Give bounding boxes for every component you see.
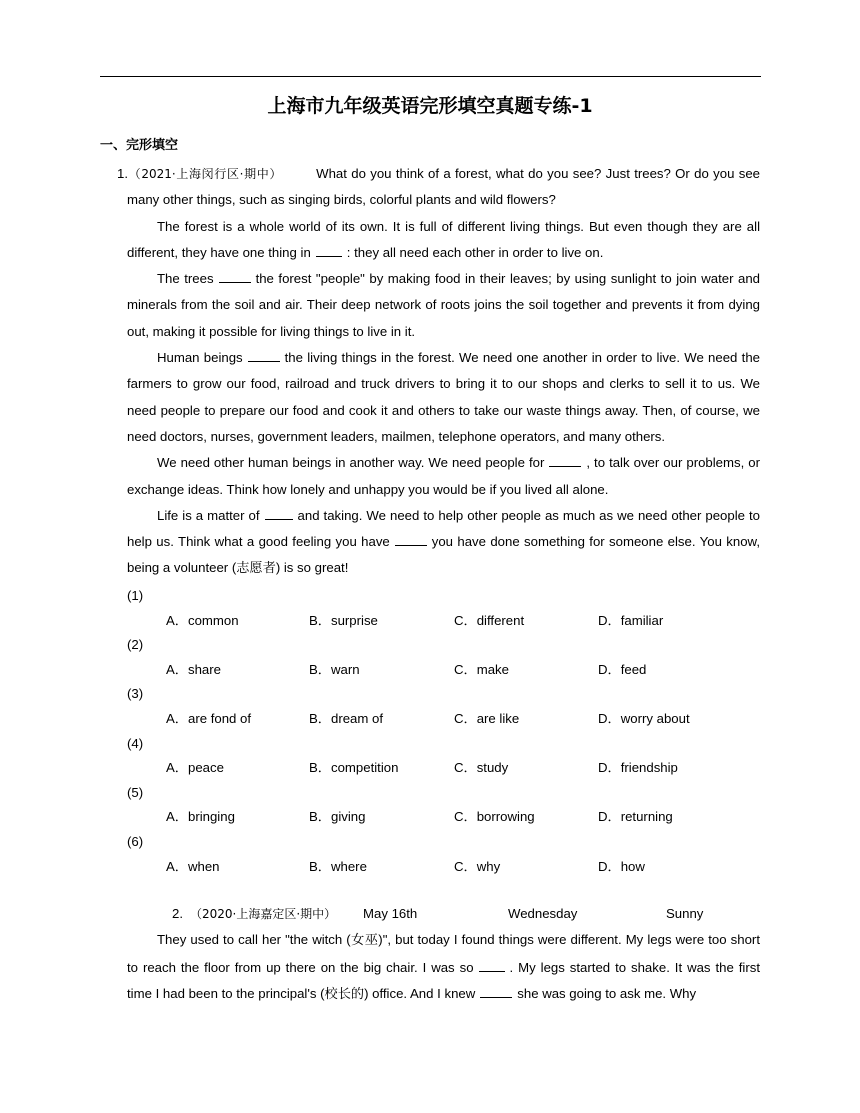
option-c[interactable]: C．make (454, 661, 509, 677)
q2-source: （2020·上海嘉定区·期中） (190, 907, 337, 921)
blank-1[interactable] (316, 243, 342, 257)
question-number: (4) (127, 735, 144, 751)
option-row (127, 609, 760, 634)
question-number: (3) (127, 686, 144, 702)
option-d[interactable]: D．feed (598, 661, 647, 677)
q1-paragraph-5: We need other human beings in another way. We need people for , to talk over our problems, or exchange ideas. Think how lonely and unhappy you would be if you lived all alone. (127, 455, 761, 497)
q2-day: Wednesday (508, 906, 578, 921)
option-c[interactable]: C．study (454, 760, 509, 776)
question-2 (127, 901, 760, 1008)
q1-number: 1. (117, 166, 128, 181)
q2-weather: Sunny (666, 906, 704, 921)
option-b[interactable]: B．warn (309, 661, 360, 677)
q2-header (127, 901, 760, 927)
option-a[interactable]: A．bringing (166, 809, 235, 825)
top-rule (100, 76, 761, 77)
option-c[interactable]: C．are like (454, 710, 520, 726)
blank-2[interactable] (480, 984, 512, 998)
blank-3[interactable] (248, 348, 280, 362)
option-row (127, 805, 760, 830)
blank-4[interactable] (549, 453, 581, 467)
question-number: (6) (127, 833, 144, 849)
blank-1[interactable] (479, 958, 505, 972)
blank-6[interactable] (395, 532, 427, 546)
option-d[interactable]: D．worry about (598, 710, 690, 726)
blank-5[interactable] (265, 506, 293, 520)
q1-paragraph-2: The forest is a whole world of its own. It is full of different living things. But even though they are all different, they have one thing in : they all need each other in order to live on. (127, 218, 760, 260)
q1-paragraph-6: Life is a matter of and taking. We need to help other people as much as we need other people to help us. Think what a good feeling you have you have done something for someone else. You know, being a volunteer (志愿者) is so great! (127, 507, 760, 577)
option-row (127, 855, 760, 880)
question-number: (1) (127, 588, 144, 603)
q2-date: May 16th (363, 906, 418, 921)
option-a[interactable]: A．peace (166, 760, 224, 776)
blank-2[interactable] (219, 269, 251, 283)
question-1 (117, 161, 761, 583)
q1-intro-text: What do you think of a forest, what do you see? Just trees? Or do you see many other things, such as singing birds, colorful plants and wild flowers? (127, 166, 760, 208)
option-c[interactable]: C．why (454, 858, 501, 874)
option-b[interactable]: B．competition (309, 760, 399, 776)
option-d[interactable]: D．returning (598, 809, 673, 825)
option-b[interactable]: B．dream of (309, 710, 384, 726)
q1-source: （2021·上海闵行区·期中） (128, 167, 283, 181)
option-b[interactable]: B．where (309, 858, 367, 874)
option-a[interactable]: A．common (166, 612, 239, 628)
option-a[interactable]: A．share (166, 661, 221, 677)
option-a[interactable]: A．are fond of (166, 710, 252, 726)
option-c[interactable]: C．different (454, 612, 525, 628)
option-a[interactable]: A．when (166, 858, 220, 874)
page-title: 上海市九年级英语完形填空真题专练-1 (267, 95, 593, 117)
option-row (127, 707, 760, 732)
question-number: (5) (127, 784, 144, 800)
section-heading: 一、完形填空 (100, 138, 179, 153)
question-number: (2) (127, 637, 144, 653)
option-d[interactable]: D．familiar (598, 612, 664, 628)
option-d[interactable]: D．friendship (598, 760, 678, 776)
option-c[interactable]: C．borrowing (454, 809, 535, 825)
q2-paragraph-1: They used to call her "the witch (女巫)", but today I found things were different. My legs were too short to reach the floor from up there on the big chair. I was so . My legs started to shake. It was the first time I had been to the principal's (校长的) office. And I knew she was going to ask me. Why (127, 932, 760, 1002)
q1-paragraph-3: The trees the forest "people" by making food in their leaves; by using sunlight to join water and minerals from the soil and air. Their deep network of roots joins the soil together and prevents it from dying out, making it possible for living things to live in it. (127, 271, 760, 339)
q2-number: 2. (172, 906, 183, 921)
q1-intro (117, 161, 760, 214)
option-b[interactable]: B．giving (309, 809, 366, 825)
option-b[interactable]: B．surprise (309, 612, 378, 628)
option-d[interactable]: D．how (598, 858, 645, 874)
option-row (127, 658, 760, 683)
q1-paragraph-4: Human beings the living things in the forest. We need one another in order to live. We need the farmers to grow our food, railroad and truck drivers to bring it to our shops and clerks to sell it to us. We need people to prepare our food and cook it and others to take our waste things away. Then, of course, we need doctors, nurses, government leaders, mailmen, telephone operators, and many others. (127, 350, 760, 444)
option-row (127, 756, 760, 781)
options-list (127, 584, 760, 879)
